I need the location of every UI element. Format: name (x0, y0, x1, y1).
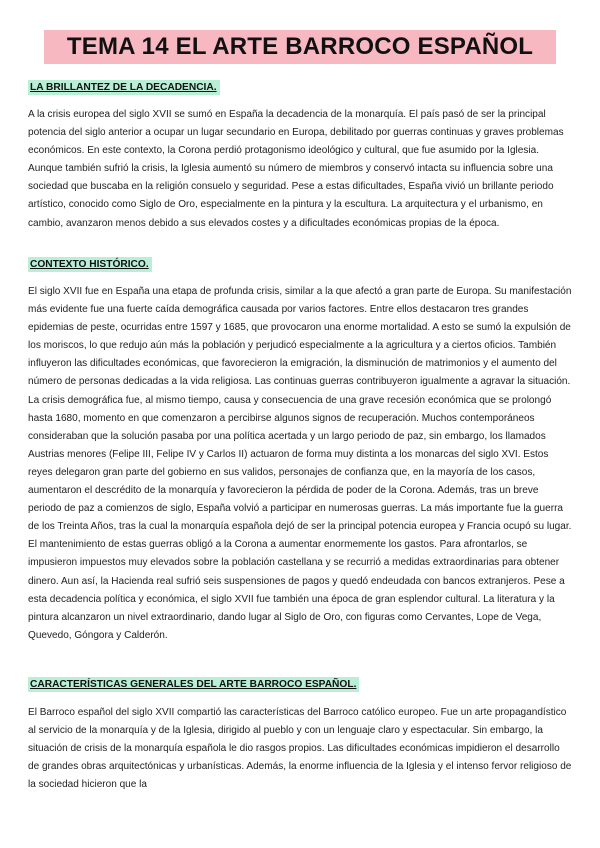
document-title: TEMA 14 EL ARTE BARROCO ESPAÑOL (66, 33, 534, 60)
section-heading-caracteristicas: CARACTERÍSTICAS GENERALES DEL ARTE BARROCO ESPAÑOL. (28, 677, 359, 692)
section-text-contexto: El siglo XVII fue en España una etapa de profunda crisis, similar a la que afectó a gran parte de Europa. Su manifestación más evidente fue una fuerte caída demográfica causada por varios factores. Entre ellos destacaron tres grandes epidemias de peste, ocurridas entre 1597 y 1685, que provocaron una enorme mortalidad. A esto se sumó la expulsión de los moriscos, lo que redujo aún más la población y perjudicó especialmente a la agricultura y a ciertos oficios. También influyeron las dificultades económicas, que favorecieron la emigración, la disminución de matrimonios y el aumento del número de personas dedicadas a la vida religiosa. Las continuas guerras contribuyeron igualmente a agravar la situación. La crisis demográfica fue, al mismo tiempo, causa y consecuencia de una grave recesión económica que se prolongó hasta 1680, momento en que comenzaron a percibirse algunos signos de recuperación. Muchos contemporáneos consideraban que la solución pasaba por una política acertada y un largo periodo de paz, sin embargo, los llamados Austrias menores (Felipe III, Felipe IV y Carlos II) actuaron de forma muy distinta a los monarcas del siglo XVI. Estos reyes delegaron gran parte del gobierno en sus validos, personajes de confianza que, en la mayoría de los casos, aumentaron el descrédito de la monarquía y favorecieron la pérdida de poder de la Corona. Además, tras un breve periodo de paz a comienzos de siglo, España volvió a participar en numerosas guerras. La más importante fue la guerra de los Treinta Años, tras la cual la monarquía española dejó de ser la principal potencia europea y Francia ocupó su lugar. El mantenimiento de estas guerras obligó a la Corona a aumentar enormemente los gastos. Para afrontarlos, se impusieron impuestos muy elevados sobre la población castellana y se recurrió a medidas extraordinarias para obtener dinero. Aun así, la Hacienda real sufrió seis suspensiones de pagos y quedó endeudada con bancos extranjeros. Pese a esta decadencia política y económica, el siglo XVII fue también una época de gran esplendor cultural. La literatura y la pintura alcanzaron un nivel extraordinario, dando lugar al Siglo de Oro, con figuras como Cervantes, Lope de Vega, Quevedo, Góngora y Calderón. (28, 286, 572, 641)
title-banner (44, 30, 556, 64)
section-heading-decadencia: LA BRILLANTEZ DE LA DECADENCIA. (28, 80, 220, 95)
section-text-caracteristicas: El Barroco español del siglo XVII compartió las características del Barroco católico europeo. Fue un arte propagandístico al servicio de la monarquía y de la Iglesia, dirigido al pueblo y con un lenguaje claro y espectacular. Sin embargo, la situación de crisis de la monarquía española le dio rasgos propios. Las dificultades económicas impidieron el desarrollo de grandes obras arquitectónicas y urbanísticas. Además, la enorme influencia de la Iglesia y el intenso fervor religioso de la sociedad hicieron que la (28, 707, 572, 791)
section-text-decadencia: A la crisis europea del siglo XVII se sumó en España la decadencia de la monarquía. El país pasó de ser la principal potencia del siglo anterior a ocupar un lugar secundario en Europa, debilitado por guerras continuas y graves problemas económicos. En este contexto, la Corona perdió protagonismo ideológico y cultural, que fue asumido por la Iglesia. Aunque también sufrió la crisis, la Iglesia aumentó su número de miembros y conservó intacta su influencia sobre una sociedad que buscaba en la religión consuelo y seguridad. Pese a estas dificultades, España vivió un brillante periodo artístico, conocido como Siglo de Oro, especialmente en la pintura y la escultura. La arquitectura y el urbanismo, en cambio, avanzaron menos debido a sus elevados costes y a dificultades económicas propias de la época. (28, 109, 564, 229)
section-heading-contexto: CONTEXTO HISTÓRICO. (28, 257, 152, 272)
